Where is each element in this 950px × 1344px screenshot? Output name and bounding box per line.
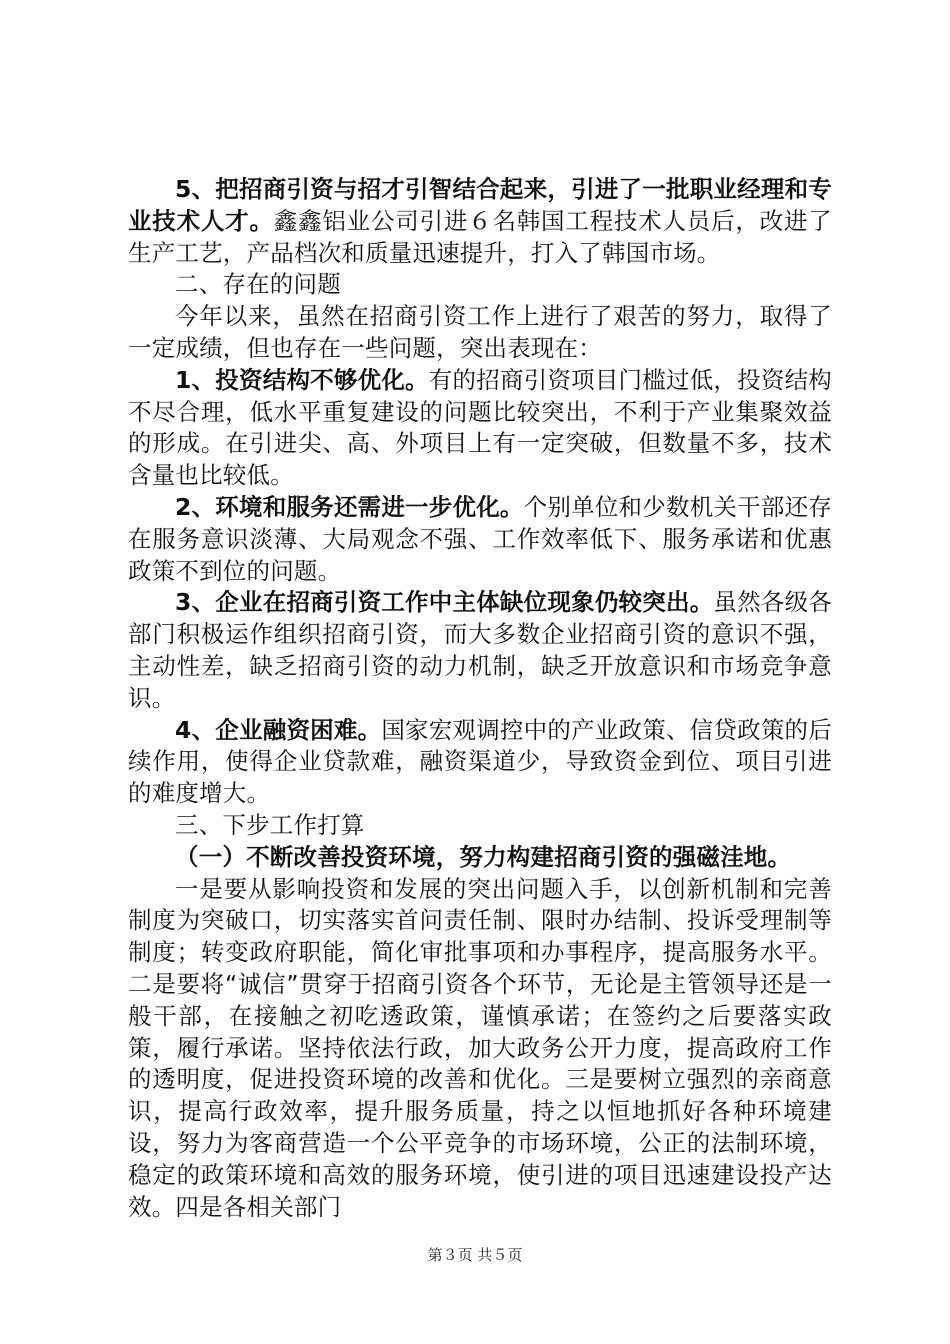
section-heading-text: 三、下步工作打算 xyxy=(175,810,365,839)
paragraph xyxy=(128,715,832,810)
paragraph-lead: 3、企业在招商引资工作中主体缺位现象仍较突出。 xyxy=(175,588,714,617)
paragraph xyxy=(128,365,832,492)
paragraph-lead: 5、把招商引资与招才引智结合起来，引进了一批职业经理和专业技术人才。 xyxy=(128,175,832,235)
paragraph xyxy=(128,301,832,365)
paragraph-text: 国家宏观调控中的产业政策、信贷政策的后续作用，使得企业贷款难，融资渠道少，导致资金到位、项目引进的难度增大。 xyxy=(128,715,832,808)
paragraph-lead: 1、投资结构不够优化。 xyxy=(175,365,429,394)
paragraph-lead: 4、企业融资困难。 xyxy=(175,715,382,744)
paragraph xyxy=(128,492,832,587)
paragraph-text: 有的招商引资项目门槛过低，投资结构不尽合理，低水平重复建设的问题比较突出，不利于产业集聚效益的形成。在引进尖、高、外项目上有一定突破，但数量不多，技术含量也比较低。 xyxy=(128,365,832,490)
paragraph-lead: 2、环境和服务还需进一步优化。 xyxy=(175,492,524,521)
paragraph-text: 个别单位和少数机关干部还存在服务意识淡薄、大局观念不强、工作效率低下、服务承诺和优惠政策不到位的问题。 xyxy=(128,492,832,585)
paragraph xyxy=(128,874,832,1224)
paragraph-text: 虽然各级各部门积极运作组织招商引资，而大多数企业招商引资的意识不强，主动性差，缺乏招商引资的动力机制，缺乏开放意识和市场竞争意识。 xyxy=(128,588,833,712)
paragraph-lead: （一）不断改善投资环境，努力构建招商引资的强磁洼地。 xyxy=(175,842,792,871)
paragraph-text: 一是要从影响投资和发展的突出问题入手，以创新机制和完善制度为突破口，切实落实首问责任制、限时办结制、投诉受理制等制度；转变政府职能，简化审批事项和办事程序，提高服务水平。二是要将“诚信”贯穿于招商引资各个环节，无论是主管领导还是一般干部，在接触之初吃透政策，谨慎承诺；在签约之后要落实政策，履行承诺。坚持依法行政，加大政务公开力度，提高政府工作的透明度，促进投资环境的改善和优化。三是要树立强烈的亲商意识，提高行政效率，提升服务质量，持之以恒地抓好各种环境建设，努力为客商营造一个公平竞争的市场环境，公正的法制环境，稳定的政策环境和高效的服务环境，使引进的项目迅速建设投产达效。四是各相关部门 xyxy=(128,874,832,1221)
section-heading xyxy=(128,269,832,301)
page-footer: 第３页 共５页 xyxy=(427,1246,523,1264)
paragraph xyxy=(128,174,832,269)
section-heading xyxy=(128,810,832,842)
paragraph-text: 鑫鑫铝业公司引进６名韩国工程技术人员后，改进了生产工艺，产品档次和质量迅速提升，打入了韩国市场。 xyxy=(128,206,832,267)
section-heading-text: 二、存在的问题 xyxy=(175,270,341,299)
paragraph xyxy=(128,842,832,874)
document-body xyxy=(128,174,832,1223)
paragraph xyxy=(128,587,832,714)
paragraph-text: 今年以来，虽然在招商引资工作上进行了艰苦的努力，取得了一定成绩，但也存在一些问题，突出表现在： xyxy=(128,302,832,362)
